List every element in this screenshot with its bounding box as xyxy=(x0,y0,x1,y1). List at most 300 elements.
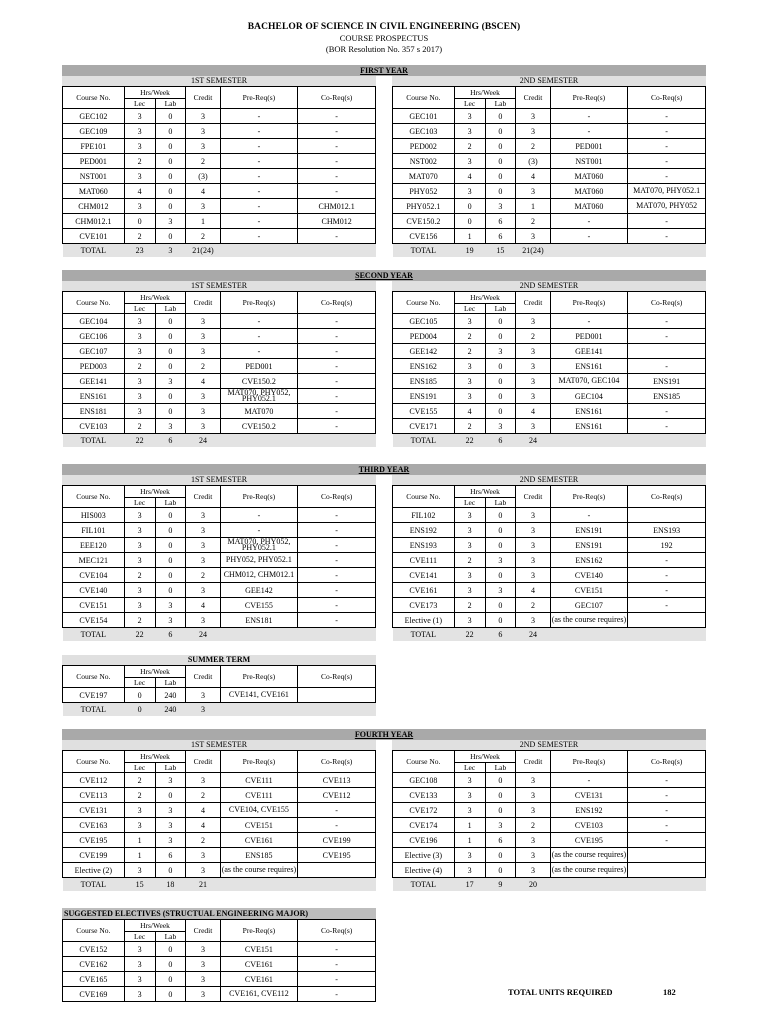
cell-prereq: GEC107 xyxy=(550,598,628,613)
table-row xyxy=(393,124,706,139)
table-row xyxy=(393,109,706,124)
cell-lab: 0 xyxy=(485,359,516,374)
table-row xyxy=(393,523,706,538)
total-blank xyxy=(550,434,628,447)
cell-lab: 3 xyxy=(155,803,186,818)
cell-lab: 0 xyxy=(485,613,516,628)
cell-prereq: - xyxy=(220,214,298,229)
cell-credit: 1 xyxy=(186,214,220,229)
table-row xyxy=(63,359,376,374)
col-header-course-no: Course No. xyxy=(393,751,455,773)
cell-prereq: PED001 xyxy=(550,329,628,344)
cell-lec: 4 xyxy=(454,169,485,184)
cell-lec: 0 xyxy=(124,688,155,703)
cell-lab: 0 xyxy=(485,523,516,538)
cell-lec: 3 xyxy=(124,972,155,987)
cell-coreq: - xyxy=(298,389,376,404)
cell-lec: 3 xyxy=(124,139,155,154)
cell-course-no: ENS161 xyxy=(63,389,125,404)
cell-coreq xyxy=(298,688,376,703)
cell-lec: 3 xyxy=(454,374,485,389)
cell-credit: (3) xyxy=(186,169,220,184)
cell-coreq: - xyxy=(298,344,376,359)
table-row xyxy=(63,329,376,344)
cell-prereq: MAT070, PHY052, PHY052.1 xyxy=(220,389,298,404)
cell-credit: 3 xyxy=(186,139,220,154)
cell-credit: 3 xyxy=(516,538,550,553)
total-row xyxy=(63,628,376,641)
cell-course-no: ENS191 xyxy=(393,389,455,404)
col-header-course-no: Course No. xyxy=(63,751,125,773)
col-header-prereq: Pre-Req(s) xyxy=(550,87,628,109)
total-label: TOTAL xyxy=(393,434,455,447)
cell-lab: 3 xyxy=(155,773,186,788)
cell-lab: 0 xyxy=(485,329,516,344)
cell-prereq: ENS181 xyxy=(220,613,298,628)
cell-credit: 3 xyxy=(186,199,220,214)
cell-coreq: - xyxy=(298,124,376,139)
cell-coreq: - xyxy=(298,803,376,818)
col-header-lec: Lec xyxy=(124,498,155,508)
cell-course-no: GEC107 xyxy=(63,344,125,359)
cell-lec: 3 xyxy=(454,359,485,374)
cell-course-no: CVE165 xyxy=(63,972,125,987)
total-value: 19 xyxy=(454,244,485,257)
cell-lec: 3 xyxy=(124,374,155,389)
cell-credit: (3) xyxy=(516,154,550,169)
col-header-credit: Credit xyxy=(516,751,550,773)
cell-course-no: Elective (2) xyxy=(63,863,125,878)
cell-lec: 3 xyxy=(454,314,485,329)
cell-lab: 3 xyxy=(485,419,516,434)
cell-course-no: FIL101 xyxy=(63,523,125,538)
cell-lec: 3 xyxy=(124,109,155,124)
total-value: 3 xyxy=(155,244,186,257)
col-header-hrs-week: Hrs/Week xyxy=(124,666,186,678)
cell-coreq: - xyxy=(628,818,706,833)
total-value: 0 xyxy=(124,703,155,716)
table-row xyxy=(393,404,706,419)
cell-lab: 3 xyxy=(155,833,186,848)
total-blank xyxy=(550,878,628,891)
cell-lab: 0 xyxy=(485,184,516,199)
cell-prereq: - xyxy=(550,124,628,139)
cell-lec: 1 xyxy=(124,848,155,863)
cell-credit: 3 xyxy=(516,314,550,329)
cell-credit: 3 xyxy=(186,583,220,598)
cell-coreq: MAT070, PHY052.1 xyxy=(628,184,706,199)
table-row xyxy=(393,818,706,833)
cell-lec: 3 xyxy=(124,987,155,1002)
cell-lab: 0 xyxy=(155,169,186,184)
cell-coreq: - xyxy=(628,169,706,184)
cell-lec: 3 xyxy=(124,404,155,419)
cell-coreq: ENS193 xyxy=(628,523,706,538)
total-blank xyxy=(628,628,706,641)
total-units-value: 182 xyxy=(663,987,676,997)
cell-coreq: - xyxy=(628,404,706,419)
cell-credit: 3 xyxy=(516,124,550,139)
course-table-y4s1 xyxy=(62,750,376,891)
cell-credit: 3 xyxy=(516,229,550,244)
course-table-y3s2 xyxy=(392,485,706,641)
cell-prereq: GEE141 xyxy=(550,344,628,359)
total-label: TOTAL xyxy=(63,244,125,257)
cell-lab: 0 xyxy=(155,523,186,538)
table-row xyxy=(63,389,376,404)
cell-coreq: - xyxy=(298,109,376,124)
cell-course-no: GEC101 xyxy=(393,109,455,124)
cell-credit: 3 xyxy=(186,389,220,404)
cell-credit: 4 xyxy=(516,583,550,598)
cell-credit: 2 xyxy=(516,214,550,229)
cell-course-no: CVE131 xyxy=(63,803,125,818)
cell-lec: 2 xyxy=(454,419,485,434)
total-blank xyxy=(628,244,706,257)
cell-lab: 0 xyxy=(155,972,186,987)
total-value: 240 xyxy=(155,703,186,716)
cell-credit: 3 xyxy=(516,184,550,199)
table-row xyxy=(63,184,376,199)
table-row xyxy=(393,788,706,803)
cell-credit: 2 xyxy=(516,139,550,154)
table-row xyxy=(63,109,376,124)
col-header-course-no: Course No. xyxy=(63,292,125,314)
cell-coreq: ENS191 xyxy=(628,374,706,389)
cell-course-no: GEE141 xyxy=(63,374,125,389)
cell-course-no: CVE196 xyxy=(393,833,455,848)
total-blank xyxy=(220,878,298,891)
cell-lab: 3 xyxy=(155,419,186,434)
cell-credit: 3 xyxy=(516,568,550,583)
cell-lec: 3 xyxy=(454,568,485,583)
total-value: 15 xyxy=(124,878,155,891)
cell-prereq: - xyxy=(550,773,628,788)
cell-coreq: - xyxy=(298,583,376,598)
cell-prereq: MAT060 xyxy=(550,199,628,214)
total-value: 15 xyxy=(485,244,516,257)
total-blank xyxy=(220,628,298,641)
cell-coreq xyxy=(628,344,706,359)
total-value: 24 xyxy=(516,628,550,641)
total-blank xyxy=(298,703,376,716)
table-row xyxy=(63,957,376,972)
col-header-lab: Lab xyxy=(155,678,186,688)
cell-prereq: PHY052, PHY052.1 xyxy=(220,553,298,568)
col-header-credit: Credit xyxy=(186,666,220,688)
cell-lec: 2 xyxy=(454,598,485,613)
cell-credit: 3 xyxy=(516,419,550,434)
table-row xyxy=(393,359,706,374)
cell-lab: 3 xyxy=(155,374,186,389)
cell-lab: 3 xyxy=(485,344,516,359)
cell-lec: 3 xyxy=(454,508,485,523)
cell-prereq: ENS162 xyxy=(550,553,628,568)
cell-lec: 3 xyxy=(124,389,155,404)
table-row xyxy=(393,314,706,329)
course-table-y2s1 xyxy=(62,291,376,447)
year-band-third: THIRD YEAR xyxy=(62,464,706,475)
table-row xyxy=(63,803,376,818)
cell-prereq: CVE195 xyxy=(550,833,628,848)
cell-coreq: - xyxy=(298,818,376,833)
cell-lec: 3 xyxy=(124,583,155,598)
table-row xyxy=(63,818,376,833)
col-header-hrs-week: Hrs/Week xyxy=(454,486,516,498)
cell-lab: 0 xyxy=(155,863,186,878)
cell-lab: 0 xyxy=(485,848,516,863)
cell-coreq: - xyxy=(628,214,706,229)
table-row xyxy=(393,538,706,553)
cell-lab: 3 xyxy=(485,199,516,214)
cell-coreq: - xyxy=(628,568,706,583)
course-table-y4s2 xyxy=(392,750,706,891)
cell-prereq: - xyxy=(220,184,298,199)
cell-lec: 2 xyxy=(454,139,485,154)
cell-lab: 3 xyxy=(155,214,186,229)
col-header-coreq: Co-Req(s) xyxy=(628,292,706,314)
cell-lec: 2 xyxy=(454,553,485,568)
col-header-lec: Lec xyxy=(124,932,155,942)
table-row xyxy=(63,523,376,538)
cell-lab: 0 xyxy=(155,538,186,553)
cell-lab: 0 xyxy=(155,987,186,1002)
cell-lab: 0 xyxy=(155,359,186,374)
cell-lec: 3 xyxy=(124,803,155,818)
cell-coreq: CVE195 xyxy=(298,848,376,863)
cell-lec: 2 xyxy=(124,154,155,169)
cell-course-no: GEC105 xyxy=(393,314,455,329)
cell-lab: 3 xyxy=(485,553,516,568)
col-header-prereq: Pre-Req(s) xyxy=(220,666,298,688)
col-header-coreq: Co-Req(s) xyxy=(298,920,376,942)
cell-course-no: PED003 xyxy=(63,359,125,374)
total-blank xyxy=(550,628,628,641)
cell-prereq: CVE104, CVE155 xyxy=(220,803,298,818)
cell-lec: 3 xyxy=(454,184,485,199)
total-value: 24 xyxy=(516,434,550,447)
table-row xyxy=(63,972,376,987)
cell-lec: 1 xyxy=(454,818,485,833)
cell-lab: 0 xyxy=(155,229,186,244)
cell-course-no: GEC103 xyxy=(393,124,455,139)
cell-lec: 2 xyxy=(124,359,155,374)
cell-coreq: - xyxy=(298,957,376,972)
cell-lab: 0 xyxy=(485,773,516,788)
cell-coreq: - xyxy=(298,972,376,987)
col-header-lec: Lec xyxy=(124,99,155,109)
table-row xyxy=(63,419,376,434)
cell-prereq: - xyxy=(220,199,298,214)
cell-course-no: HIS003 xyxy=(63,508,125,523)
cell-coreq: - xyxy=(298,523,376,538)
cell-credit: 4 xyxy=(186,184,220,199)
cell-lec: 3 xyxy=(124,329,155,344)
table-row xyxy=(393,374,706,389)
cell-coreq: - xyxy=(628,229,706,244)
cell-credit: 3 xyxy=(186,344,220,359)
cell-lec: 4 xyxy=(454,404,485,419)
cell-lab: 0 xyxy=(155,139,186,154)
cell-course-no: FPE101 xyxy=(63,139,125,154)
cell-course-no: GEC106 xyxy=(63,329,125,344)
cell-coreq: CHM012 xyxy=(298,214,376,229)
cell-lab: 0 xyxy=(155,568,186,583)
cell-lab: 0 xyxy=(485,169,516,184)
col-header-coreq: Co-Req(s) xyxy=(298,292,376,314)
table-row xyxy=(393,568,706,583)
cell-lec: 3 xyxy=(454,109,485,124)
cell-lab: 0 xyxy=(155,344,186,359)
cell-coreq: CVE112 xyxy=(298,788,376,803)
cell-credit: 3 xyxy=(516,553,550,568)
cell-lec: 1 xyxy=(454,229,485,244)
cell-course-no: PED002 xyxy=(393,139,455,154)
cell-coreq: - xyxy=(298,553,376,568)
cell-lab: 0 xyxy=(485,598,516,613)
cell-lab: 6 xyxy=(485,229,516,244)
cell-prereq: CVE161, CVE112 xyxy=(220,987,298,1002)
cell-coreq: - xyxy=(628,419,706,434)
course-table-y1s2 xyxy=(392,86,706,257)
cell-prereq: - xyxy=(550,314,628,329)
cell-course-no: MEC121 xyxy=(63,553,125,568)
cell-coreq: - xyxy=(298,184,376,199)
table-row xyxy=(63,553,376,568)
cell-coreq: MAT070, PHY052 xyxy=(628,199,706,214)
cell-lec: 3 xyxy=(454,863,485,878)
cell-course-no: CVE174 xyxy=(393,818,455,833)
cell-prereq: MAT060 xyxy=(550,169,628,184)
col-header-coreq: Co-Req(s) xyxy=(298,751,376,773)
col-header-lec: Lec xyxy=(124,304,155,314)
cell-course-no: CHM012.1 xyxy=(63,214,125,229)
cell-prereq: ENS185 xyxy=(220,848,298,863)
cell-prereq: - xyxy=(550,109,628,124)
total-value: 20 xyxy=(516,878,550,891)
table-row xyxy=(63,598,376,613)
cell-lec: 3 xyxy=(454,613,485,628)
cell-lab: 0 xyxy=(155,389,186,404)
cell-lab: 0 xyxy=(155,583,186,598)
cell-prereq: (as the course requires) xyxy=(220,863,298,878)
cell-course-no: ENS162 xyxy=(393,359,455,374)
cell-lab: 0 xyxy=(155,109,186,124)
cell-lec: 0 xyxy=(454,199,485,214)
cell-lab: 0 xyxy=(155,553,186,568)
col-header-lec: Lec xyxy=(454,99,485,109)
table-row xyxy=(63,508,376,523)
sem-head-y1s1: 1ST SEMESTER xyxy=(62,76,376,86)
cell-credit: 2 xyxy=(186,154,220,169)
col-header-lec: Lec xyxy=(454,304,485,314)
cell-lab: 0 xyxy=(155,199,186,214)
col-header-prereq: Pre-Req(s) xyxy=(220,486,298,508)
cell-course-no: GEC102 xyxy=(63,109,125,124)
total-value: 24 xyxy=(186,628,220,641)
total-value: 6 xyxy=(155,628,186,641)
total-units-label: TOTAL UNITS REQUIRED xyxy=(508,987,613,997)
cell-lab: 0 xyxy=(155,154,186,169)
cell-lab: 0 xyxy=(485,538,516,553)
cell-prereq: CVE155 xyxy=(220,598,298,613)
cell-course-no: ENS185 xyxy=(393,374,455,389)
table-row xyxy=(63,863,376,878)
sem-head-y1s2: 2ND SEMESTER xyxy=(392,76,706,86)
cell-coreq: - xyxy=(298,538,376,553)
total-row xyxy=(393,434,706,447)
cell-coreq: - xyxy=(628,329,706,344)
cell-credit: 2 xyxy=(186,833,220,848)
col-header-lab: Lab xyxy=(155,304,186,314)
total-value: 21(24) xyxy=(516,244,550,257)
total-value: 6 xyxy=(485,434,516,447)
cell-coreq: - xyxy=(298,568,376,583)
cell-lec: 3 xyxy=(124,344,155,359)
cell-course-no: CVE173 xyxy=(393,598,455,613)
col-header-prereq: Pre-Req(s) xyxy=(550,486,628,508)
col-header-lab: Lab xyxy=(155,763,186,773)
total-value: 18 xyxy=(155,878,186,891)
total-label: TOTAL xyxy=(393,878,455,891)
course-table-electives xyxy=(62,919,376,1002)
cell-lab: 0 xyxy=(485,154,516,169)
cell-course-no: CVE199 xyxy=(63,848,125,863)
cell-prereq: CHM012, CHM012.1 xyxy=(220,568,298,583)
cell-prereq: - xyxy=(220,508,298,523)
cell-coreq xyxy=(298,863,376,878)
table-row xyxy=(63,848,376,863)
cell-coreq: - xyxy=(628,833,706,848)
cell-lab: 0 xyxy=(155,942,186,957)
cell-course-no: CVE155 xyxy=(393,404,455,419)
total-value: 21(24) xyxy=(186,244,220,257)
cell-credit: 3 xyxy=(186,957,220,972)
total-row xyxy=(393,244,706,257)
cell-coreq: - xyxy=(298,374,376,389)
cell-coreq: - xyxy=(628,359,706,374)
cell-course-no: CVE104 xyxy=(63,568,125,583)
cell-credit: 3 xyxy=(186,773,220,788)
col-header-credit: Credit xyxy=(186,751,220,773)
cell-credit: 3 xyxy=(516,863,550,878)
cell-coreq: - xyxy=(298,942,376,957)
col-header-hrs-week: Hrs/Week xyxy=(124,292,186,304)
cell-course-no: CVE150.2 xyxy=(393,214,455,229)
cell-coreq: 192 xyxy=(628,538,706,553)
cell-prereq: MAT070 xyxy=(220,404,298,419)
col-header-credit: Credit xyxy=(186,292,220,314)
col-header-prereq: Pre-Req(s) xyxy=(220,751,298,773)
cell-lec: 2 xyxy=(454,329,485,344)
course-table-y2s2 xyxy=(392,291,706,447)
cell-credit: 4 xyxy=(516,169,550,184)
col-header-hrs-week: Hrs/Week xyxy=(124,920,186,932)
col-header-hrs-week: Hrs/Week xyxy=(454,87,516,99)
cell-credit: 3 xyxy=(186,124,220,139)
cell-lab: 0 xyxy=(485,404,516,419)
cell-lab: 0 xyxy=(485,139,516,154)
cell-credit: 2 xyxy=(516,818,550,833)
course-table-y1s1 xyxy=(62,86,376,257)
cell-lec: 3 xyxy=(124,523,155,538)
cell-lec: 2 xyxy=(124,229,155,244)
cell-lec: 3 xyxy=(454,583,485,598)
total-row xyxy=(63,703,376,716)
col-header-course-no: Course No. xyxy=(63,486,125,508)
cell-course-no: PED001 xyxy=(63,154,125,169)
course-table-summer xyxy=(62,665,376,716)
